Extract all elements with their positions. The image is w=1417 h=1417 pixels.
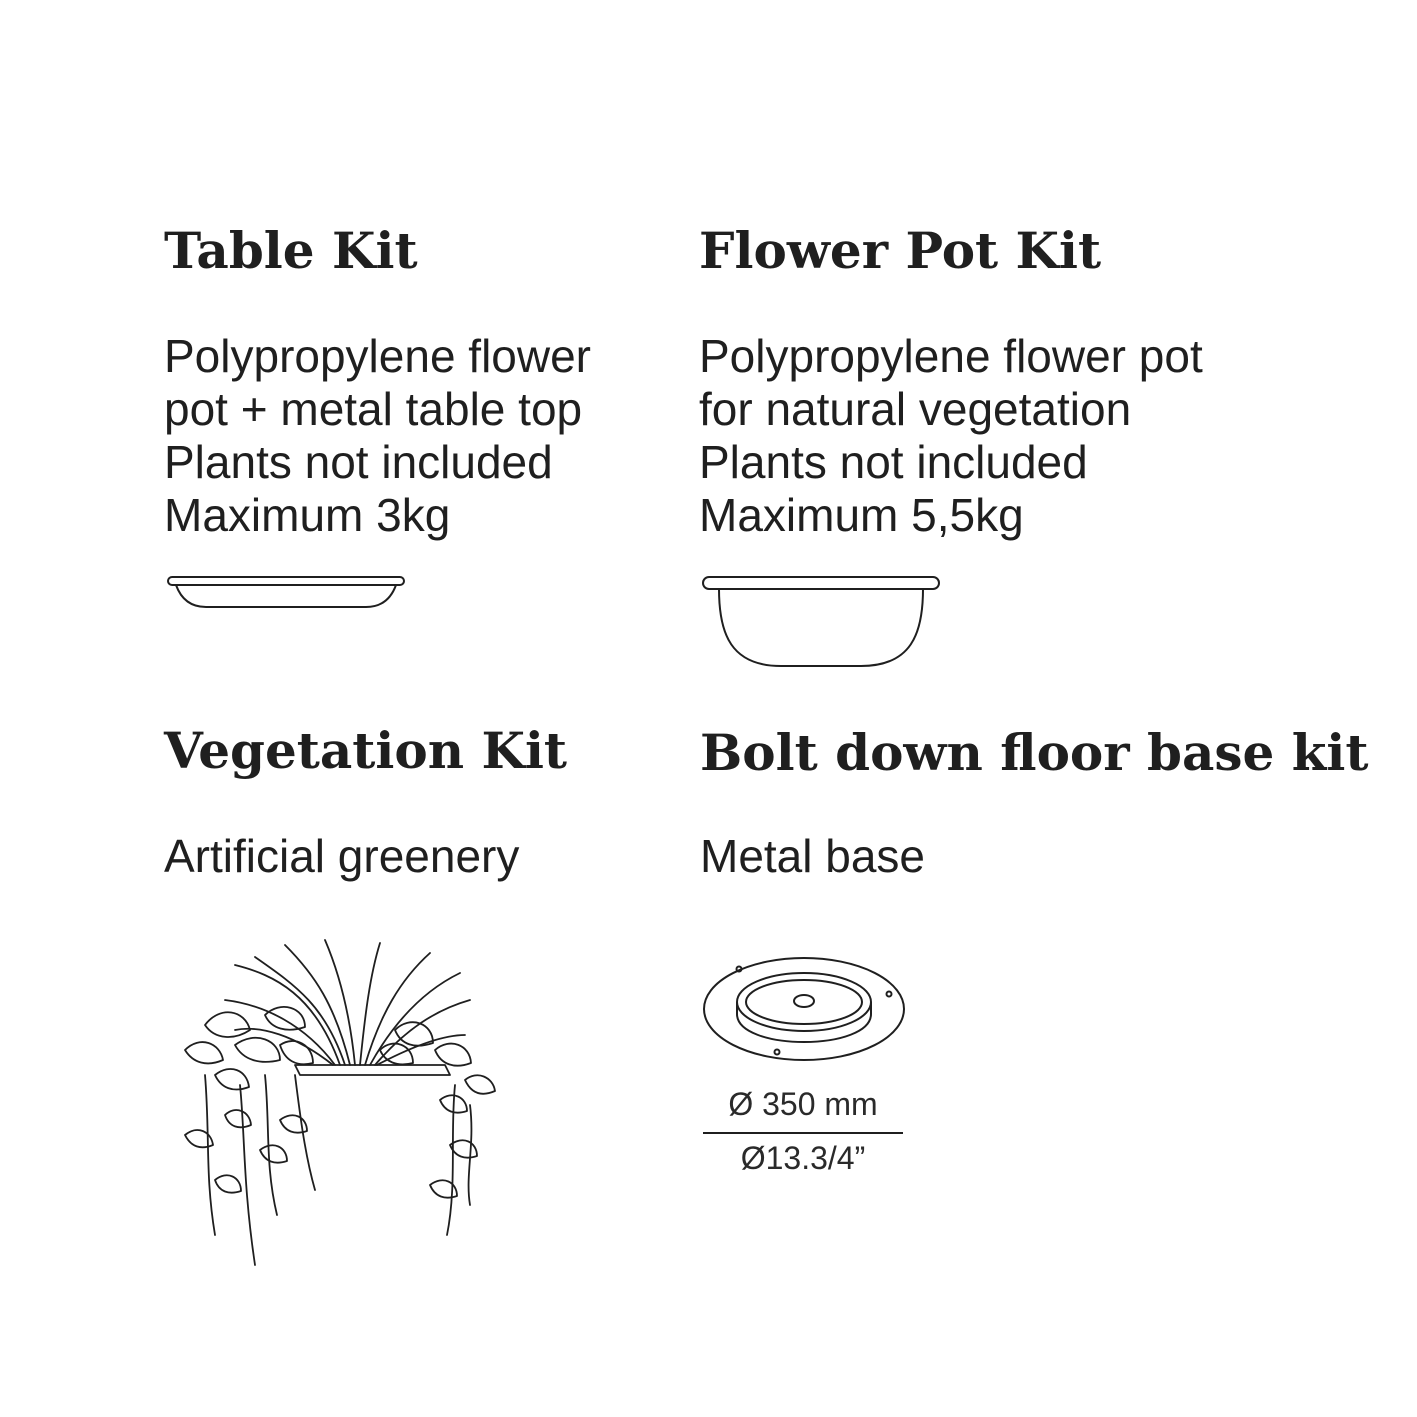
kit-description-line: Maximum 3kg [164, 489, 451, 541]
kit-floor-base [700, 723, 1369, 883]
dimension-divider [703, 1131, 903, 1135]
kit-title: Vegetation Kit [164, 721, 568, 780]
kit-table [164, 221, 592, 542]
kit-description [700, 830, 1368, 883]
hanging-plants-icon [165, 935, 505, 1275]
floor-base-plate-icon [699, 954, 909, 1064]
kit-vegetation [164, 721, 568, 883]
dimension-imperial: Ø13.3/4” [740, 1140, 866, 1176]
kit-title: Bolt down floor base kit [700, 723, 1369, 782]
kit-description [164, 330, 591, 542]
flower-pot-icon [701, 574, 941, 669]
dimension-metric: Ø 350 mm [728, 1086, 878, 1122]
kit-title: Table Kit [164, 221, 418, 280]
kit-flower-pot [699, 221, 1203, 542]
kit-description-line: for natural vegetation [699, 383, 1132, 435]
kit-description-line: pot + metal table top [164, 383, 583, 435]
kit-title: Flower Pot Kit [699, 221, 1102, 280]
shallow-tray-icon [166, 574, 406, 614]
kit-description-line: Artificial greenery [164, 830, 520, 882]
kit-description-line: Maximum 5,5kg [699, 489, 1024, 541]
kit-description-line: Metal base [700, 830, 926, 882]
kit-description-line: Plants not included [164, 436, 553, 488]
kit-description-line: Polypropylene flower [164, 330, 592, 382]
kit-description-line: Plants not included [699, 436, 1088, 488]
kit-description-line: Polypropylene flower pot [699, 330, 1203, 382]
kit-description [164, 830, 567, 883]
kit-description [699, 330, 1203, 542]
